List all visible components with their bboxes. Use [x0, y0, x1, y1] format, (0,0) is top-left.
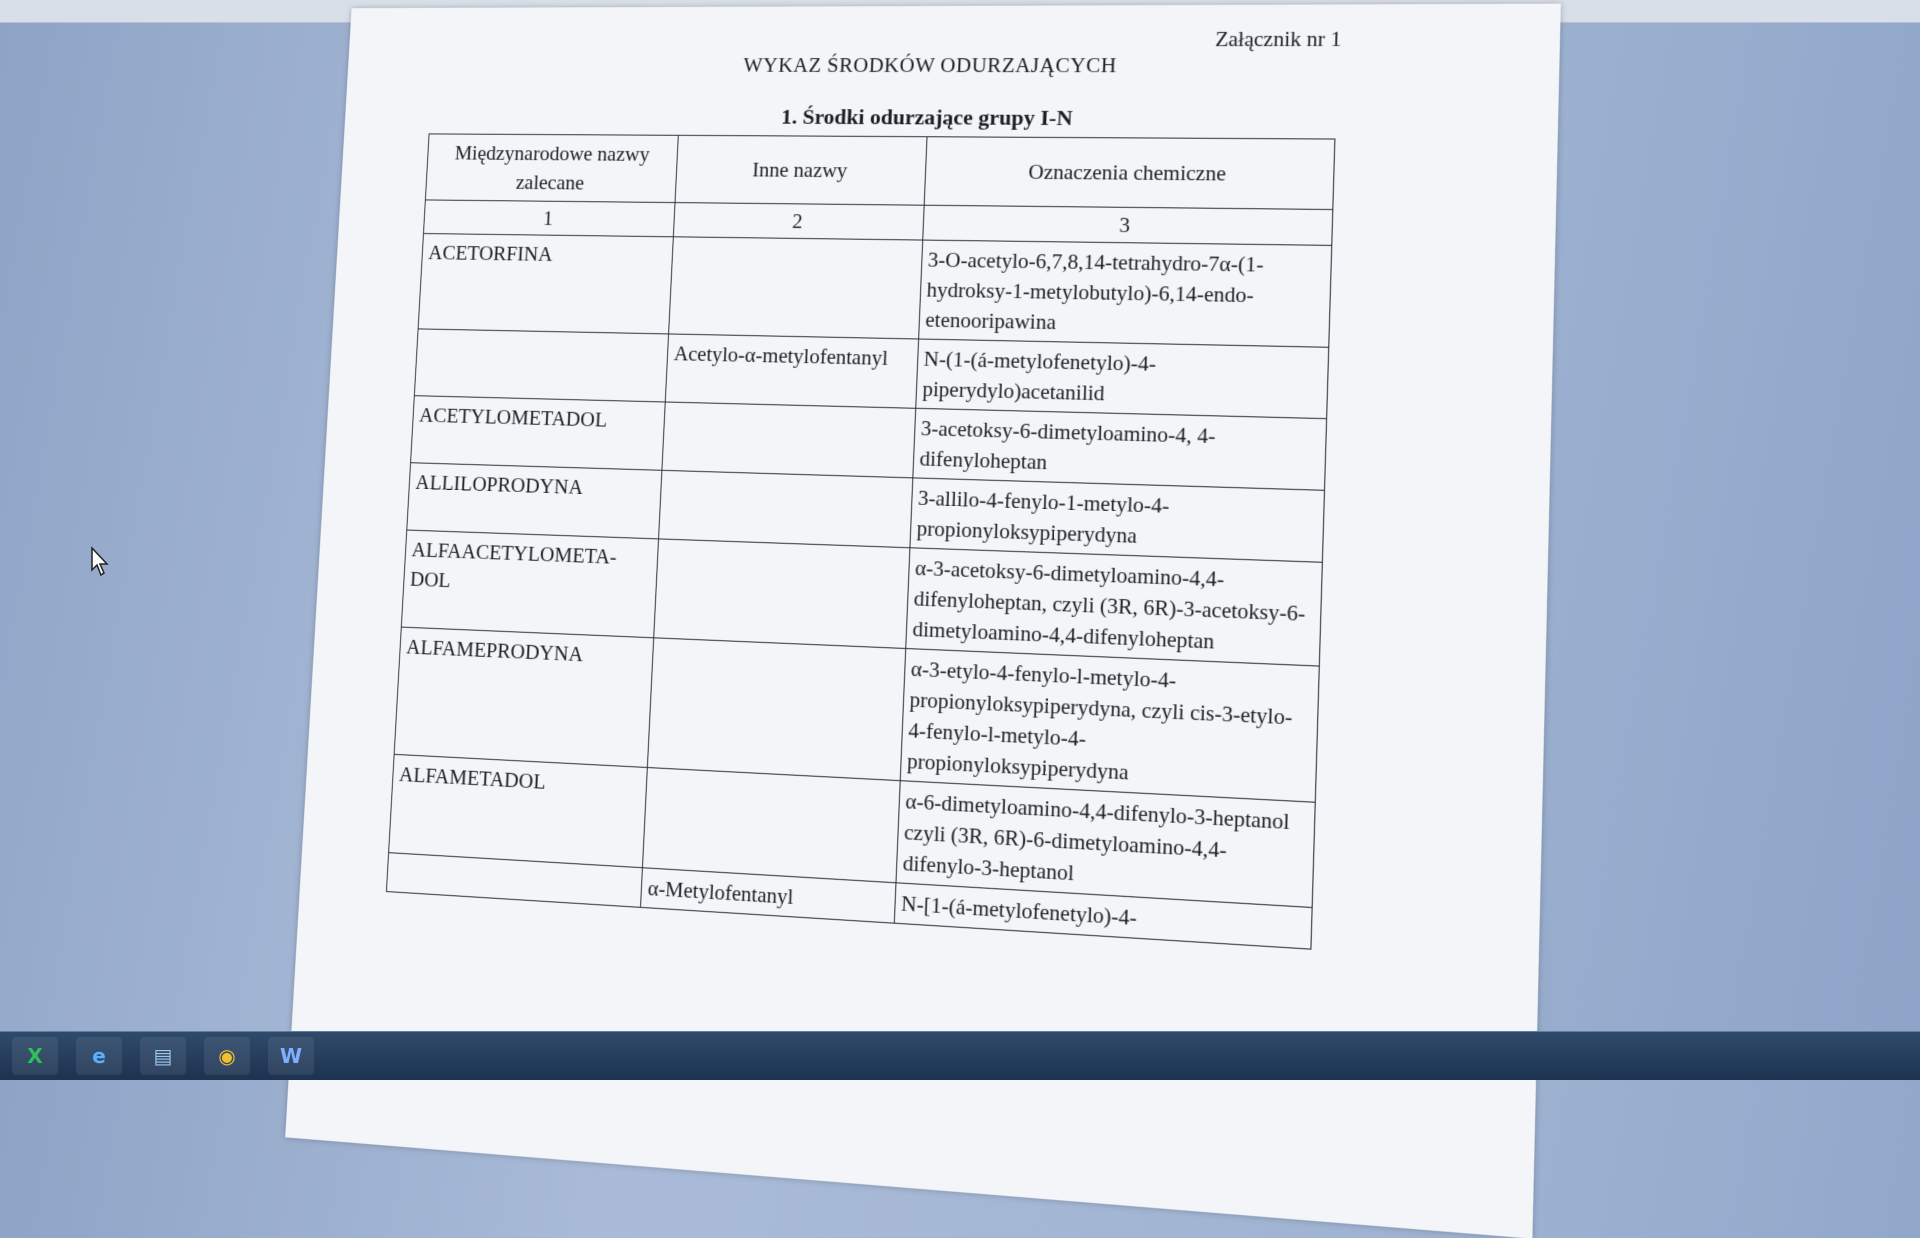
chemical-name-cell: 3-O-acetylo-6,7,8,14-tetrahydro-7α-(1-hydroksy-1-metylobutylo)-6,14-endo-etenooripawina: [918, 240, 1332, 347]
notepad-glyph: ▤: [153, 1044, 173, 1068]
chemical-name-cell: α-3-etylo-4-fenylo-l-metylo-4-propionyloksypiperydyna, czyli cis-3-etylo-4-fenylo-l-metylo-4-propionyloksypiperydyna: [900, 648, 1320, 802]
excel-glyph: X: [27, 1044, 43, 1068]
international-name-cell: ALFAACETYLOMETA-DOL: [401, 530, 658, 638]
word-icon[interactable]: [268, 1037, 314, 1075]
column-number: 3: [922, 205, 1333, 245]
excel-icon[interactable]: [12, 1037, 58, 1075]
chemical-name-cell: 3-acetoksy-6-dimetyloamino-4, 4-difenyloheptan: [912, 408, 1326, 490]
notepad-icon[interactable]: [140, 1037, 186, 1075]
column-number: 2: [673, 203, 923, 240]
other-name-cell: [642, 768, 899, 883]
header-chemical-designations: Oznaczenia chemiczne: [924, 137, 1335, 210]
other-name-cell: [658, 470, 912, 547]
chemical-name-cell: N-(1-(á-metylofenetylo)-4-piperydylo)acetanilid: [915, 339, 1328, 419]
header-international-names: Międzynarodowe nazwy zalecane: [425, 134, 678, 203]
internet-explorer-icon[interactable]: [76, 1037, 122, 1075]
other-name-cell: [668, 237, 922, 339]
other-name-cell: α-Metylofentanyl: [640, 868, 895, 923]
chemical-name-cell: 3-allilo-4-fenylo-1-metylo-4-propionyloksypiperydyna: [909, 478, 1324, 562]
header-other-names: Inne nazwy: [675, 135, 927, 205]
international-name-cell: ALLILOPRODYNA: [407, 463, 662, 539]
other-name-cell: [662, 402, 915, 478]
other-name-cell: [647, 638, 905, 781]
word-glyph: W: [279, 1044, 303, 1068]
international-name-cell: ALFAMETADOL: [389, 754, 648, 867]
mouse-cursor-icon: [90, 546, 112, 578]
ie-glyph: e: [92, 1044, 106, 1068]
chrome-glyph: ◉: [218, 1044, 236, 1068]
table-row: [418, 234, 1332, 348]
international-name-cell: ALFAMEPRODYNA: [394, 627, 653, 767]
other-name-cell: Acetylo-α-metylofentanyl: [665, 334, 918, 408]
international-name-cell: ACETORFINA: [418, 234, 673, 334]
chemical-name-cell: α-6-dimetyloamino-4,4-difenylo-3-heptanol czyli (3R, 6R)-6-dimetyloamino-4,4-difenylo-3-heptanol: [895, 781, 1315, 908]
chrome-icon[interactable]: [204, 1037, 250, 1075]
chemical-name-cell: N-[1-(á-metylofenetylo)-4-: [894, 883, 1312, 949]
international-name-cell: ACETYLOMETADOL: [411, 396, 666, 471]
document-title: WYKAZ ŚRODKÓW ODURZAJĄCYCH: [742, 53, 1118, 78]
attachment-label: Załącznik nr 1: [1214, 26, 1342, 52]
drugs-table: [386, 133, 1336, 949]
column-number: 1: [423, 200, 674, 237]
taskbar: [0, 1031, 1920, 1080]
section-title: 1. Środki odurzające grupy I-N: [780, 104, 1074, 131]
chemical-name-cell: α-3-acetoksy-6-dimetyloamino-4,4-difenyloheptan, czyli (3R, 6R)-3-acetoksy-6-dimetyloamino-4,4-difenyloheptan: [905, 548, 1322, 666]
international-name-cell: [414, 329, 668, 402]
other-name-cell: [654, 539, 910, 649]
